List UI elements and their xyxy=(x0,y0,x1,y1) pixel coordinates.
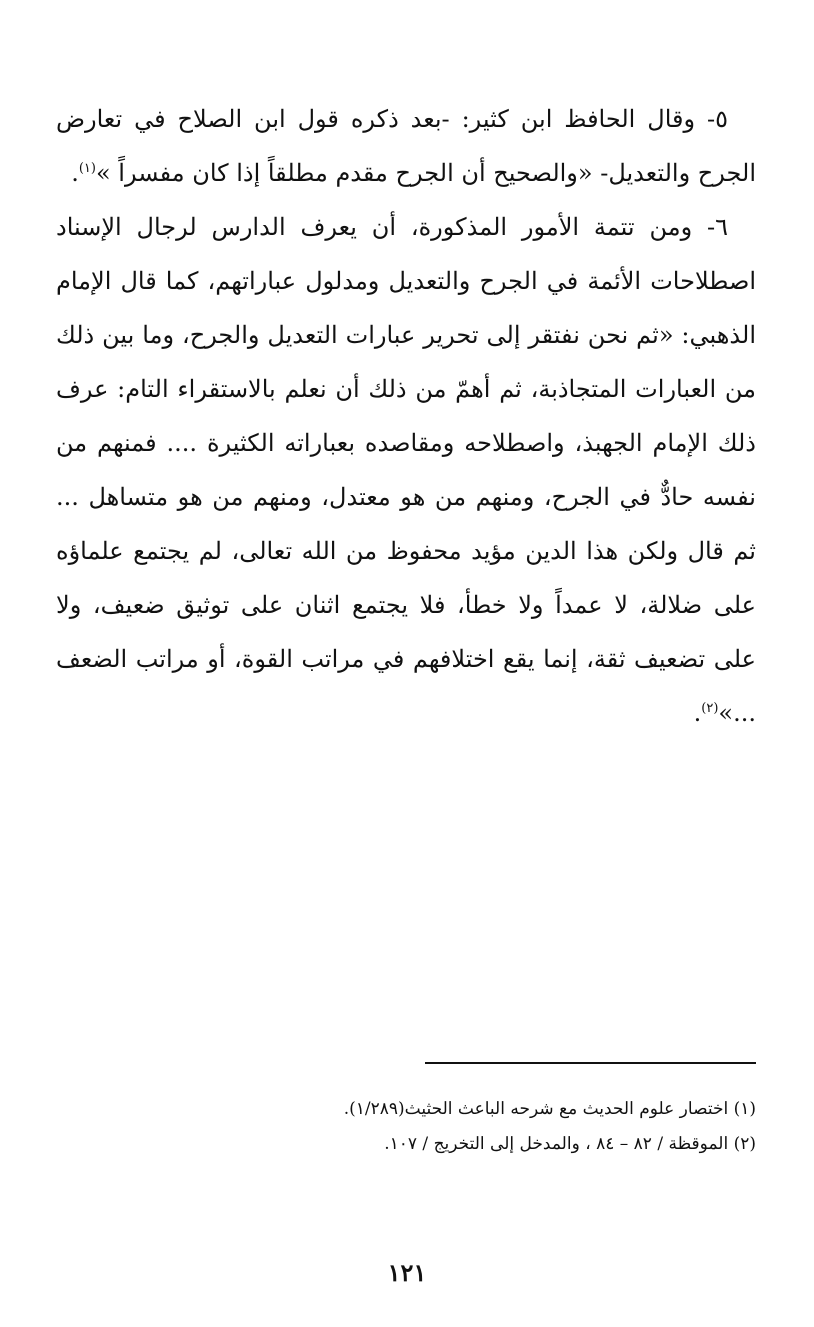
paragraph-6 xyxy=(56,200,756,740)
paragraph-6-end: . xyxy=(693,699,702,727)
footnote-1: (١) اختصار علوم الحديث مع شرحه الباعث الحثيث(١/٢٨٩). xyxy=(343,1099,756,1119)
paragraph-5-end: . xyxy=(71,159,79,187)
paragraph-5 xyxy=(56,92,756,200)
main-text-body xyxy=(56,92,756,740)
footnote-marker-2[interactable]: (٢) xyxy=(701,701,719,716)
footnote-2: (٢) الموقظة / ٨٢ – ٨٤ ، والمدخل إلى التخريج / ١٠٧. xyxy=(384,1134,756,1154)
paragraph-6-text: ٦- ومن تتمة الأمور المذكورة، أن يعرف الدارس لرجال الإسناد اصطلاحات الأئمة في الجرح والتعديل ومدلول عباراتهم، كما قال الإمام الذهبي: «ثم نحن نفتقر إلى تحرير عبارات التعديل والجرح، وما بين ذلك من العبارات المتجاذبة، ثم أهمّ من ذلك أن نعلم بالاستقراء التام: عرف ذلك الإمام الجهبذ، واصطلاحه ومقاصده بعباراته الكثيرة .... فمنهم من نفسه حادٌّ في الجرح، ومنهم من هو معتدل، ومنهم من هو متساهل ... ثم قال ولكن هذا الدين مؤيد محفوظ من الله تعالى، لم يجتمع علماؤه على ضلالة، لا عمداً ولا خطأ، فلا يجتمع اثنان على توثيق ضعيف، ولا على تضعيف ثقة، إنما يقع اختلافهم في مراتب القوة، أو مراتب الضعف ...» xyxy=(56,213,756,727)
footnote-divider xyxy=(425,1062,756,1064)
paragraph-5-text: ٥- وقال الحافظ ابن كثير: -بعد ذكره قول ابن الصلاح في تعارض الجرح والتعديل- «والصحيح أن الجرح مقدم مطلقاً إذا كان مفسراً » xyxy=(56,105,756,187)
page-number: ١٢١ xyxy=(387,1258,427,1287)
footnotes-section xyxy=(300,1092,756,1162)
footnote-marker-1[interactable]: (١) xyxy=(78,161,96,176)
